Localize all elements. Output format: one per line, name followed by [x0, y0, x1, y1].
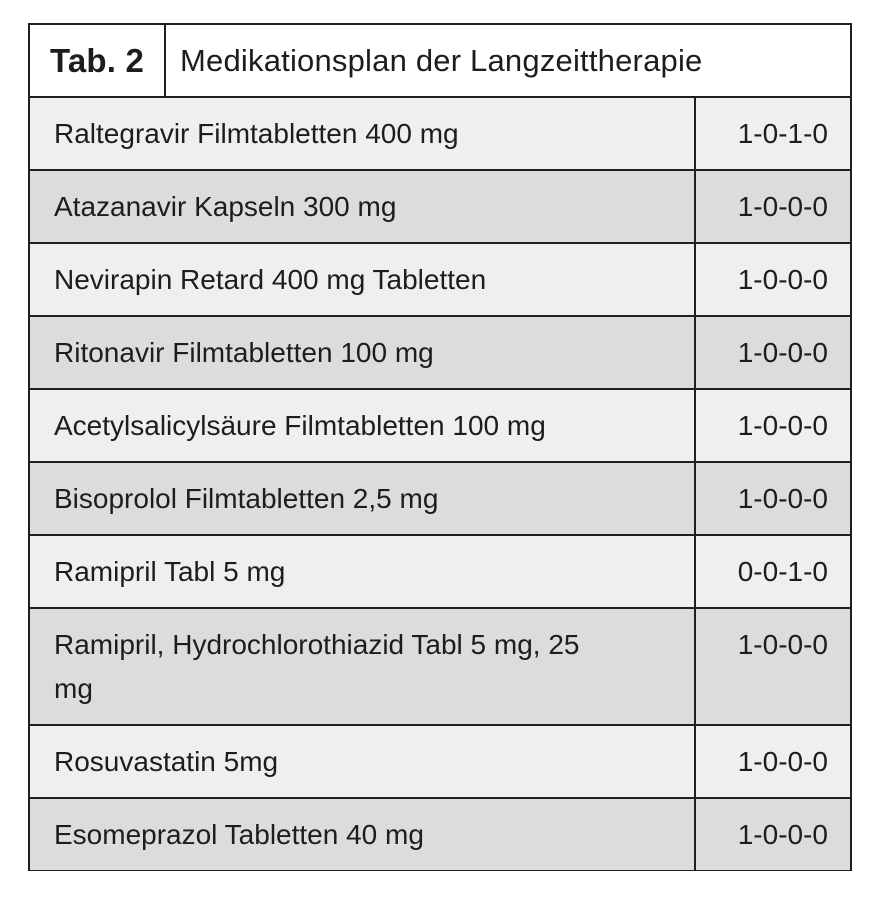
table-row [30, 726, 850, 799]
medication-cell: Rosuvastatin 5mg [54, 746, 279, 777]
medication-cell: Raltegravir Filmtabletten 400 mg [54, 118, 459, 149]
medication-cell: Acetylsalicylsäure Filmtabletten 100 mg [54, 410, 546, 441]
dosage-cell: 1-0-0-0 [694, 317, 850, 388]
medication-cell: Bisoprolol Filmtabletten 2,5 mg [54, 483, 439, 514]
medication-cell: Esomeprazol Tabletten 40 mg [54, 819, 424, 850]
dosage-cell: 1-0-0-0 [694, 244, 850, 315]
dosage-cell: 1-0-0-0 [694, 799, 850, 870]
table-row [30, 244, 850, 317]
dosage-cell: 1-0-0-0 [694, 726, 850, 797]
table-row [30, 799, 850, 870]
medication-cell: Atazanavir Kapseln 300 mg [54, 191, 397, 222]
dosage-cell: 1-0-0-0 [694, 463, 850, 534]
dosage-cell: 1-0-0-0 [694, 390, 850, 461]
table-row [30, 463, 850, 536]
medication-cell: Nevirapin Retard 400 mg Tabletten [54, 264, 487, 295]
table-number-label: Tab. 2 [30, 25, 166, 96]
table-row [30, 609, 850, 726]
dosage-cell: 0-0-1-0 [694, 536, 850, 607]
dosage-cell: 1-0-0-0 [694, 609, 850, 724]
table-row [30, 317, 850, 390]
table-header [30, 25, 850, 98]
dosage-cell: 1-0-1-0 [694, 98, 850, 169]
medication-cell: Ritonavir Filmtabletten 100 mg [54, 337, 434, 368]
medication-cell: Ramipril Tabl 5 mg [54, 556, 286, 587]
dosage-cell: 1-0-0-0 [694, 171, 850, 242]
medication-cell: Ramipril, Hydrochlorothiazid Tabl 5 mg, 25 mg [54, 629, 580, 704]
table-row [30, 98, 850, 171]
table-row [30, 390, 850, 463]
table-row [30, 536, 850, 609]
table-title: Medikationsplan der Langzeittherapie [180, 42, 703, 78]
table-body [30, 98, 850, 870]
medication-table [28, 23, 852, 871]
table-row [30, 171, 850, 244]
